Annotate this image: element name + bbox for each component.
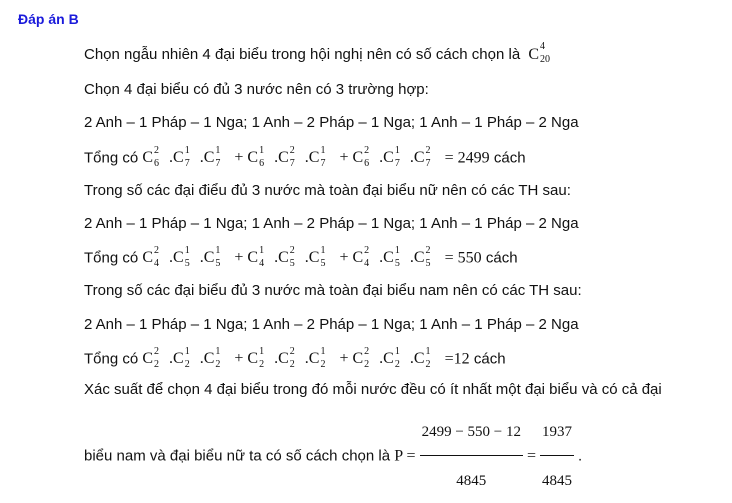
combination-symbol: C: [278, 149, 289, 167]
line-11: Xác suất để chọn 4 đại biểu trong đó mỗi nước đều có ít nhất một đại biểu và có cả đại: [84, 381, 662, 398]
dot-operator: .: [304, 249, 309, 267]
combination-symbol: C: [278, 249, 289, 267]
combination-indices: [395, 347, 409, 369]
combination-symbol: C: [352, 149, 364, 167]
line-12-text: biểu nam và đại biểu nữ ta có số cách chọn là: [84, 447, 391, 465]
combination-indices: [154, 146, 168, 168]
combination-sup: 2: [154, 145, 160, 156]
combination-indices: [154, 246, 168, 268]
combination-symbol: C: [308, 249, 320, 267]
dot-operator: .: [199, 249, 204, 267]
combination-sup: 1: [259, 145, 265, 156]
combination-symbol: C: [142, 350, 154, 368]
line-7-result: = 550: [444, 249, 482, 267]
combination-symbol: C: [352, 350, 364, 368]
combination-sub: 4: [364, 258, 370, 269]
line-6: 2 Anh – 1 Pháp – 1 Nga; 1 Anh – 2 Pháp – 1 Nga; 1 Anh – 1 Pháp – 2 Nga: [84, 215, 579, 232]
combination-symbol: C: [247, 149, 259, 167]
combination-sup: 2: [364, 145, 370, 156]
combination-sup: 1: [215, 245, 221, 256]
line-1-text: Chọn ngẫu nhiên 4 đại biểu trong hội nghị nên có số cách chọn là: [84, 45, 521, 63]
combination-indices: [290, 246, 304, 268]
dot-operator: .: [274, 149, 279, 167]
combination-sub: 5: [184, 258, 190, 269]
combination-sub: 2: [184, 359, 190, 370]
line-7-suffix: cách: [485, 249, 518, 267]
line-7-prefix: Tổng có: [84, 249, 139, 267]
combination-indices: [364, 146, 378, 168]
combination-sup: 1: [425, 346, 431, 357]
combination-indices: [425, 246, 439, 268]
combination-sub: 7: [289, 158, 295, 169]
line-2: Chọn 4 đại biểu có đủ 3 nước nên có 3 trường hợp:: [84, 81, 429, 98]
combination-sub: 5: [215, 258, 221, 269]
fraction-2-denominator: 4845: [542, 473, 573, 489]
combination-sub: 7: [394, 158, 400, 169]
combination-symbol: C: [203, 350, 215, 368]
line-9: 2 Anh – 1 Pháp – 1 Nga; 1 Anh – 2 Pháp – 1 Nga; 1 Anh – 1 Pháp – 2 Nga: [84, 316, 579, 333]
combination-sup: 1: [215, 346, 221, 357]
dot-operator: .: [379, 350, 384, 368]
combination-sup: 1: [259, 245, 265, 256]
combination-indices: [320, 146, 334, 168]
combination-symbol: C: [142, 249, 154, 267]
equals-sign: =: [527, 447, 537, 465]
dot-operator: .: [274, 249, 279, 267]
plus-sign: +: [335, 149, 353, 167]
line-12: [84, 410, 583, 489]
combination-indices: [215, 246, 229, 268]
fraction-2-numerator: 1937: [540, 410, 574, 456]
line-10-prefix: Tổng có: [84, 350, 139, 368]
combination-sup: 1: [184, 245, 190, 256]
plus-sign: +: [335, 249, 353, 267]
combination-sub: 2: [215, 359, 221, 370]
combination-indices: [395, 146, 409, 168]
combination-symbol: C: [528, 45, 540, 63]
combination-sub: 2: [154, 359, 160, 370]
combination-indices: [320, 347, 334, 369]
answer-header: Đáp án B: [18, 11, 79, 27]
combination-sub: 7: [320, 158, 326, 169]
combination-sup: 2: [364, 245, 370, 256]
combination-indices: [290, 347, 304, 369]
combination-sub: 6: [154, 158, 160, 169]
dot-operator: .: [379, 249, 384, 267]
probability-symbol: P =: [394, 447, 416, 465]
dot-operator: .: [169, 249, 174, 267]
combination-sub: 2: [425, 359, 431, 370]
line-1: [84, 42, 561, 65]
combination-symbol: C: [413, 350, 425, 368]
combination-indices: [320, 246, 334, 268]
combination-indices: [259, 347, 273, 369]
combination-sub: 7: [215, 158, 221, 169]
combination-indices: [215, 146, 229, 168]
fraction-1-denominator: 4845: [456, 473, 487, 489]
dot-operator: .: [199, 350, 204, 368]
combination-symbol: C: [308, 350, 320, 368]
line-10: [84, 347, 506, 369]
line-5: Trong số các đại điểu đủ 3 nước mà toàn đại biểu nữ nên có các TH sau:: [84, 182, 571, 199]
line-4-formula: [142, 145, 440, 169]
combination-sub: 7: [184, 158, 190, 169]
combination-symbol: C: [173, 350, 184, 368]
combination-symbol: C: [247, 249, 259, 267]
plus-sign: +: [230, 149, 248, 167]
combination-sub: 2: [259, 359, 265, 370]
dot-operator: .: [304, 149, 309, 167]
combination-indices: [364, 246, 378, 268]
combination-sub: 5: [320, 258, 326, 269]
combination-indices: [425, 347, 439, 369]
combination-sup: 1: [259, 346, 265, 357]
line-4-result: = 2499: [444, 149, 490, 167]
combination-sup: 4: [540, 41, 546, 52]
line-7-formula: [142, 245, 440, 269]
dot-operator: .: [199, 149, 204, 167]
plus-sign: +: [230, 249, 248, 267]
combination-sub: 2: [364, 359, 370, 370]
combination-symbol: C: [413, 249, 425, 267]
combination-symbol: C: [383, 350, 394, 368]
combination-indices: [290, 146, 304, 168]
dot-operator: .: [409, 350, 414, 368]
combination-sub: 7: [425, 158, 431, 169]
combination-sub: 5: [425, 258, 431, 269]
dot-operator: .: [169, 350, 174, 368]
combination-symbol: C: [383, 249, 394, 267]
combination-sub: 2: [320, 359, 326, 370]
line-10-suffix: cách: [473, 350, 506, 368]
line-4: [84, 146, 526, 168]
combination-symbol: C: [247, 350, 259, 368]
combination-symbol: C: [352, 249, 364, 267]
combination-indices: [185, 146, 199, 168]
plus-sign: +: [230, 350, 248, 368]
combination-indices: [395, 246, 409, 268]
dot-operator: .: [379, 149, 384, 167]
combination-symbol: C: [173, 249, 184, 267]
combination-sup: 1: [320, 145, 326, 156]
combination-symbol: C: [383, 149, 394, 167]
combination-sub: 2: [394, 359, 400, 370]
combination-sup: 2: [289, 245, 295, 256]
line-10-formula: [142, 346, 440, 370]
combination-sup: 2: [364, 346, 370, 357]
plus-sign: +: [335, 350, 353, 368]
combination-indices: [185, 347, 199, 369]
combination-sup: 2: [289, 346, 295, 357]
dot-operator: .: [409, 249, 414, 267]
combination-indices: [364, 347, 378, 369]
combination-sup: 1: [184, 346, 190, 357]
combination-indices: [185, 246, 199, 268]
fraction-1-numerator: 2499 − 550 − 12: [420, 410, 523, 456]
combination-indices: [425, 146, 439, 168]
combination-indices: [259, 246, 273, 268]
combination-symbol: C: [413, 149, 425, 167]
dot-operator: .: [304, 350, 309, 368]
combination-sub: 2: [289, 359, 295, 370]
combination-sup: 1: [184, 145, 190, 156]
line-4-prefix: Tổng có: [84, 149, 139, 167]
line-12-end: .: [578, 447, 583, 465]
combination-indices: [154, 347, 168, 369]
dot-operator: .: [409, 149, 414, 167]
combination-indices: [540, 42, 560, 64]
combination-symbol: C: [203, 149, 215, 167]
combination-sup: 1: [320, 245, 326, 256]
combination-sub: 6: [364, 158, 370, 169]
line-7: [84, 246, 518, 268]
line-3: 2 Anh – 1 Pháp – 1 Nga; 1 Anh – 2 Pháp – 1 Nga; 1 Anh – 1 Pháp – 2 Nga: [84, 114, 579, 131]
fraction-2: [540, 410, 574, 503]
combination-sup: 2: [425, 145, 431, 156]
combination-symbol: C: [173, 149, 184, 167]
combination-symbol: C: [278, 350, 289, 368]
combination-sup: 2: [289, 145, 295, 156]
combination-sub: 6: [259, 158, 265, 169]
combination-symbol: C: [142, 149, 154, 167]
combination-sup: 2: [425, 245, 431, 256]
dot-operator: .: [169, 149, 174, 167]
combination-sup: 2: [154, 346, 160, 357]
combination-sub: 5: [289, 258, 295, 269]
combination-symbol: C: [308, 149, 320, 167]
combination-sub: 5: [394, 258, 400, 269]
line-8: Trong số các đại biểu đủ 3 nước mà toàn đại biểu nam nên có các TH sau:: [84, 282, 582, 299]
line-10-result: =12: [444, 350, 470, 368]
combination-sup: 1: [320, 346, 326, 357]
combination-indices: [215, 347, 229, 369]
combination-sub: 4: [154, 258, 160, 269]
combination-sub: 4: [259, 258, 265, 269]
dot-operator: .: [274, 350, 279, 368]
combination-symbol: C: [203, 249, 215, 267]
combination-sup: 1: [394, 245, 400, 256]
combination-sup: 1: [394, 145, 400, 156]
combination-sub: 20: [540, 54, 551, 65]
combination-sup: 2: [154, 245, 160, 256]
combination-sup: 1: [394, 346, 400, 357]
combination-indices: [259, 146, 273, 168]
line-4-suffix: cách: [493, 149, 526, 167]
fraction-1: [420, 410, 523, 503]
combination-sup: 1: [215, 145, 221, 156]
